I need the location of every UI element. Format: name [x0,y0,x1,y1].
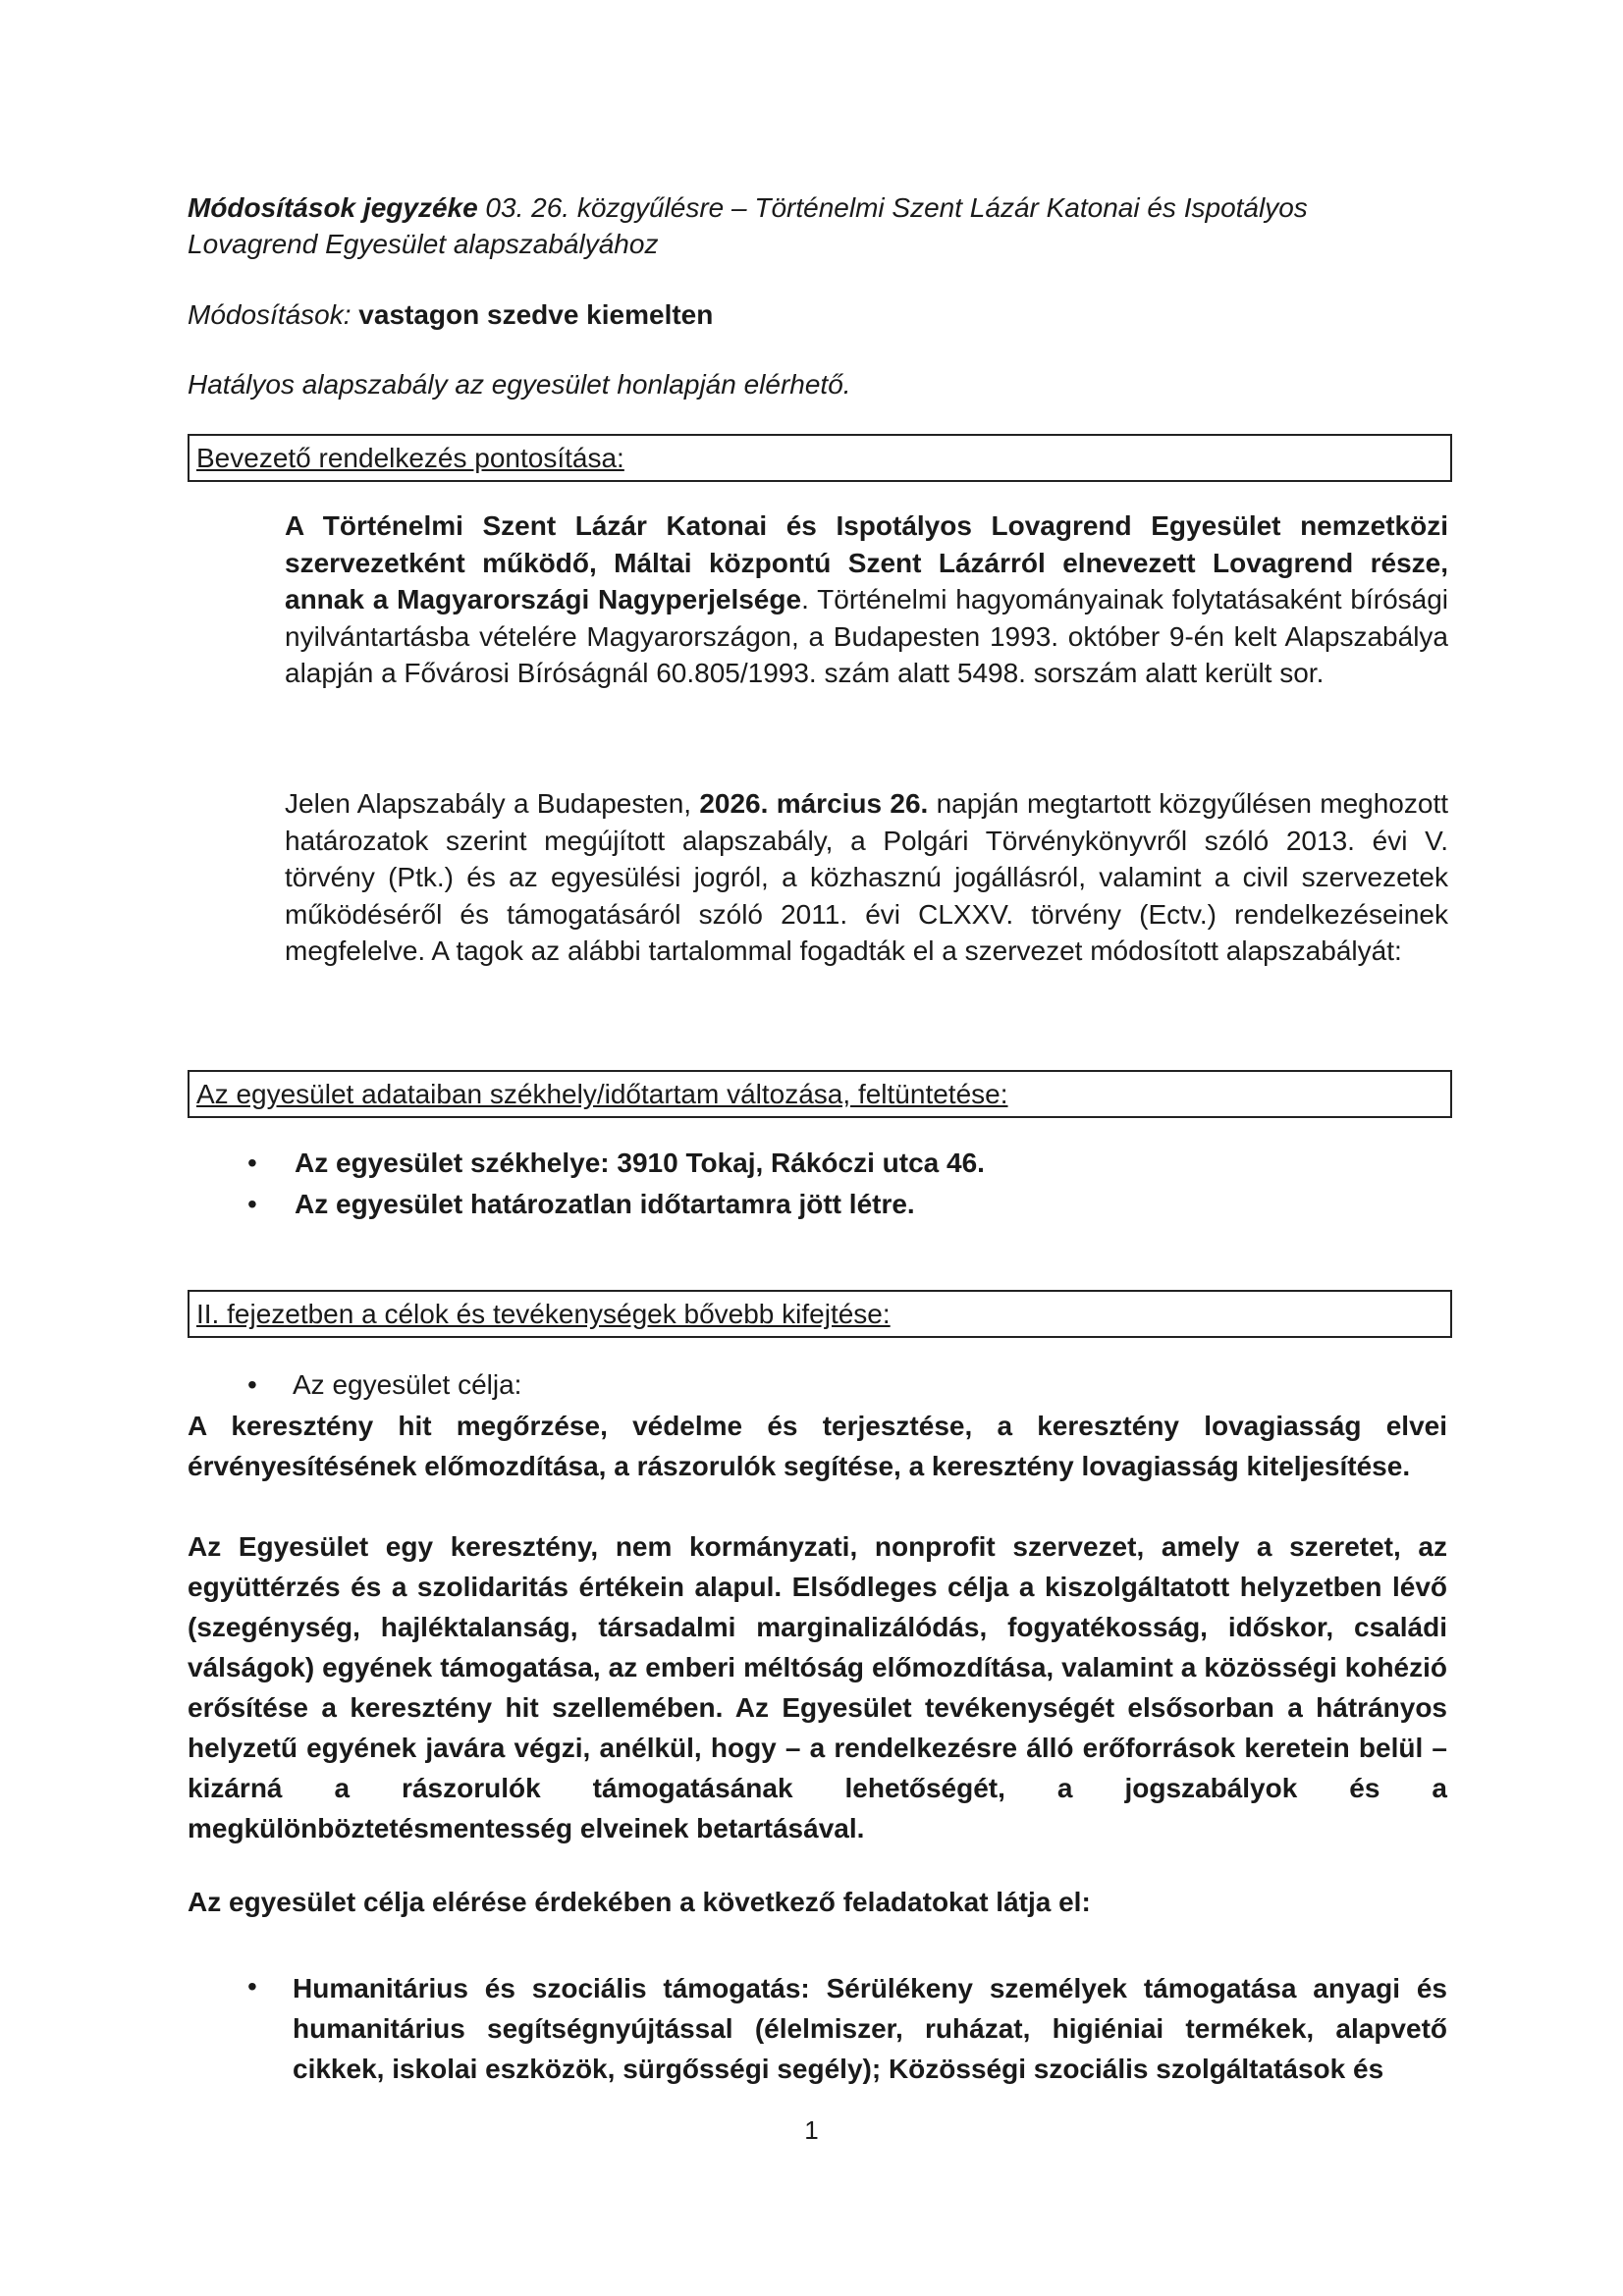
duration-item: Az egyesület határozatlan időtartamra jött létre. [295,1189,915,1219]
modifications-value: vastagon szedve kiemelten [351,299,714,330]
goal-label: Az egyesület célja: [293,1369,522,1400]
title-rest: 03. 26. közgyűlésre – Történelmi Szent Lázár Katonai és Ispotályos [477,192,1308,223]
intro2-text-a: Jelen Alapszabály a Budapesten, [285,788,700,819]
intro-bold-text: A Történelmi Szent Lázár Katonai és Ispotályos Lovagrend Egyesület nemzetközi szervezetként működő, Máltai központú Szent Lázárról elnevezett Lovagrend része, annak a Magyarországi Nagyperjelsége [285,510,1448,614]
section-heading-text: Az egyesület adataiban székhely/időtartam változása, feltüntetése: [196,1079,1008,1109]
intro-rest-text: . Történelmi hagyományainak folytatásaként bírósági nyilvántartásba vételére Magyarországon, a Budapesten 1993. október 9-én kelt Alapszabálya alapján a Fővárosi Bíróságnál 60.805/1993. szám alatt 5498. sorszám alatt került sor. [285,584,1449,688]
goal-text-2: Az Egyesület egy keresztény, nem kormányzati, nonprofit szervezet, amely a szeretet, az együttérzés és a szolidaritás értékein alapul. Elsődleges célja a kiszolgáltatott helyzetben lévő (szegénység, hajléktalanság, társadalmi marginalizálódás, fogyatékosság, időskor, családi válságok) egyének támogatása, az emberi méltóság előmozdítása, valamint a közösségi kohézió erősítése a keresztény hit szellemében. Az Egyesület tevékenységét elsősorban a hátrányos helyzetű egyének javára végzi, anélkül, hogy – a rendelkezésre álló erőforrások keretein belül – kizárná a rászorulók támogatásának lehetőségét, a jogszabályok és a megkülönböztetésmentesség elveinek betartásával. [188,1531,1447,1843]
bullet-icon: • [247,1369,257,1400]
title-line-2: Lovagrend Egyesület alapszabályához [188,229,659,259]
task-humanitarian: Humanitárius és szociális támogatás: Sérülékeny személyek támogatása anyagi és humanitárius segítségnyújtással (élelmiszer, ruházat, higiéniai termékek, alapvető cikkek, iskolai eszközök, sürgősségi segély); Közösségi szociális szolgáltatások és [293,1973,1447,2084]
intro-paragraph-1 [285,507,1448,692]
document-title [188,189,1464,262]
page-number: 1 [804,2115,819,2145]
goal-text: A keresztény hit megőrzése, védelme és terjesztése, a keresztény lovagiasság elvei érvényesítésének előmozdítása, a rászorulók segítése, a keresztény lovagiasság kiteljesítése. [188,1411,1447,1481]
bullet-icon: • [247,1971,257,2002]
section-heading-goals [188,1290,1452,1338]
intro-paragraph-2 [285,785,1448,970]
intro2-text-b: napján megtartott közgyűlésen meghozott határozatok szerint megújított alapszabály, a Polgári Törvénykönyvről szóló 2013. évi V. törvény (Ptk.) és az egyesülési jogról, a közhasznú jogállásról, valamint a civil szervezetek működéséről és támogatásáról szóló 2011. évi CLXXV. törvény (Ectv.) rendelkezéseinek megfelelve. A tagok az alábbi tartalommal fogadták el a szervezet módosított alapszabályát: [285,788,1448,966]
seat-item: Az egyesület székhelye: 3910 Tokaj, Rákóczi utca 46. [295,1148,985,1178]
tasks-heading: Az egyesület célja elérése érdekében a következő feladatokat látja el: [188,1887,1091,1917]
title-bold-part: Módosítások jegyzéke [188,192,478,223]
bullet-icon: • [247,1189,257,1219]
modifications-label: Módosítások: [188,299,352,330]
section-heading-text: Bevezető rendelkezés pontosítása: [196,443,624,473]
bullet-icon: • [247,1148,257,1178]
section-heading-text: II. fejezetben a célok és tevékenységek bővebb kifejtése: [196,1299,891,1329]
intro2-date: 2026. március 26. [699,788,929,819]
section-heading-introductory [188,434,1452,482]
modifications-note [188,296,713,333]
current-statute-note: Hatályos alapszabály az egyesület honlapján elérhető. [188,369,851,400]
section-heading-seat [188,1070,1452,1118]
